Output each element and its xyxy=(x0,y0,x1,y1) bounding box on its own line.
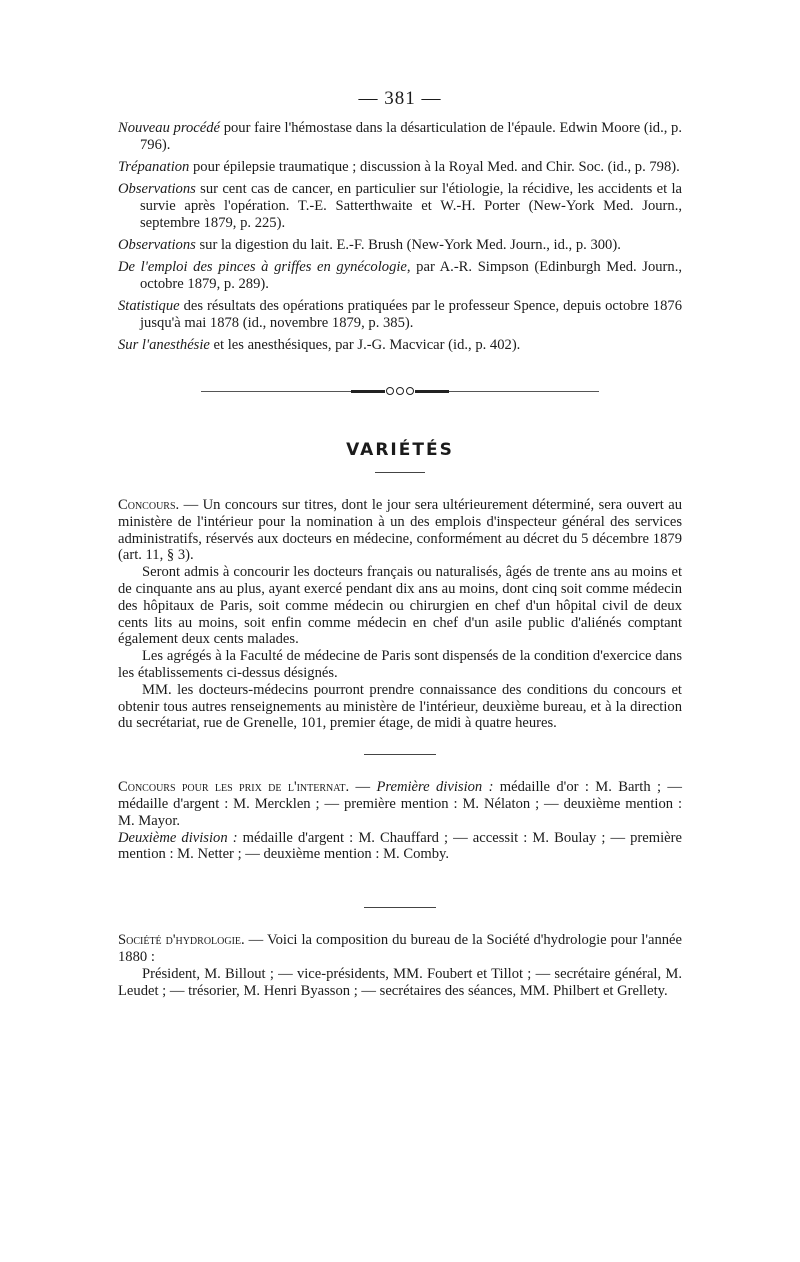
reference-title: De l'emploi des pinces à griffes en gynécologie xyxy=(118,259,407,275)
article-paragraph: Les agrégés à la Faculté de médecine de Paris sont dispensés de la condition d'exercice dans les établissements ci-dessus désignés. xyxy=(118,648,682,681)
division-label: Deuxième division : xyxy=(118,829,238,846)
reference-title: Sur l'anesthésie xyxy=(118,337,210,353)
reference-title: Observations xyxy=(118,237,196,253)
article-text: — Voici la composition du bureau de la Société d'hydrologie pour l'année 1880 : xyxy=(118,932,683,965)
article-text: — Un concours sur titres, dont le jour sera ultérieurement déterminé, sera ouvert au ministère de l'intérieur pour la nomination à un des emplois d'inspecteur général des services administratifs, réservés aux docteurs en médecine, conformément au décret du 5 décembre 1879 (art. 11, § 3). xyxy=(118,497,682,564)
division-label: Première division : xyxy=(376,779,494,796)
article-paragraph xyxy=(118,932,682,966)
article-separator xyxy=(364,907,436,908)
article-heading: Concours. xyxy=(118,497,180,513)
reference-text: des résultats des opérations pratiquées par le professeur Spence, depuis octobre 1876 jusqu'à mai 1878 (id., novembre 1879, p. 385). xyxy=(140,298,682,331)
reference-text: pour faire l'hémostase dans la désarticulation de l'épaule. Edwin Moore (id., p. 796). xyxy=(140,120,682,153)
internat-article xyxy=(118,779,682,863)
reference-item xyxy=(118,181,682,232)
divider-line-left xyxy=(201,391,351,392)
reference-title: Nouveau procédé xyxy=(118,120,221,136)
reference-title: Observations xyxy=(118,181,196,197)
reference-text: pour épilepsie traumatique ; discussion à la Royal Med. and Chir. Soc. (id., p. 798). xyxy=(189,159,680,175)
page-number: — 381 — xyxy=(358,88,442,109)
reference-text: sur cent cas de cancer, en particulier sur l'étiologie, la récidive, les accidents et la survie après l'opération. T.-E. Satterthwaite et W.-H. Porter (New-York Med. Journ., septembre 1879, p. 225). xyxy=(140,181,682,231)
section-rule xyxy=(375,472,425,473)
decorative-divider xyxy=(118,384,682,398)
article-separator xyxy=(364,754,436,755)
article-paragraph: Président, M. Billout ; — vice-présidents, MM. Foubert et Tillot ; — secrétaire général, M. Leudet ; — trésorier, M. Henri Byasson ; — secrétaires des séances, MM. Philbert et Grellety. xyxy=(118,965,682,999)
article-paragraph: Seront admis à concourir les docteurs français ou naturalisés, âgés de trente ans au moins et de cinquante ans au plus, ayant exercé pendant dix ans au moins, dont cinq soit comme médecin des hôpitaux de Paris, soit comme médecin ou chirurgien en chef d'un hôpital civil de deux cents lits au moins, soit enfin comme médecin en chef d'un asile public d'aliénés comptant également deux cents malades. xyxy=(118,564,682,648)
reference-list xyxy=(118,120,682,354)
article-heading: Concours pour les prix de l'internat. xyxy=(118,779,350,796)
divider-line-right xyxy=(449,391,599,392)
reference-title: Trépanation xyxy=(118,159,190,175)
reference-item xyxy=(118,120,682,154)
divider-ornament-icon xyxy=(351,387,449,395)
reference-item xyxy=(118,337,682,354)
concours-article xyxy=(118,497,682,732)
article-heading: Société d'hydrologie. xyxy=(118,932,245,949)
reference-item xyxy=(118,259,682,293)
reference-title: Statistique xyxy=(118,298,180,314)
reference-text: , par A.-R. Simpson (Edinburgh Med. Journ., octobre 1879, p. 289). xyxy=(140,259,682,292)
article-text: — xyxy=(349,779,377,796)
article-text: médaille d'or : M. Barth ; — médaille d'argent : M. Mercklen ; — première mention : M. Nélaton ; — deuxième mention : M. Mayor. xyxy=(118,779,682,829)
reference-item xyxy=(118,237,682,254)
document-page xyxy=(118,88,682,999)
article-paragraph: MM. les docteurs-médecins pourront prendre connaissance des conditions du concours et obtenir tous autres renseignements au ministère de l'intérieur, deuxième bureau, et à la direction du secrétariat, rue de Grenelle, 101, premier étage, de midi à quatre heures. xyxy=(118,681,682,732)
article-text: médaille d'argent : M. Chauffard ; — accessit : M. Boulay ; — première mention : M. Netter ; — deuxième mention : M. Comby. xyxy=(118,829,682,863)
reference-item xyxy=(118,159,682,176)
article-paragraph xyxy=(118,779,682,863)
reference-item xyxy=(118,298,682,332)
hydrologie-article xyxy=(118,932,682,999)
article-paragraph xyxy=(118,497,682,564)
reference-text: et les anesthésiques, par J.-G. Macvicar (id., p. 402). xyxy=(209,337,521,353)
section-title: VARIÉTÉS xyxy=(346,440,454,460)
reference-text: sur la digestion du lait. E.-F. Brush (New-York Med. Journ., id., p. 300). xyxy=(195,237,621,253)
